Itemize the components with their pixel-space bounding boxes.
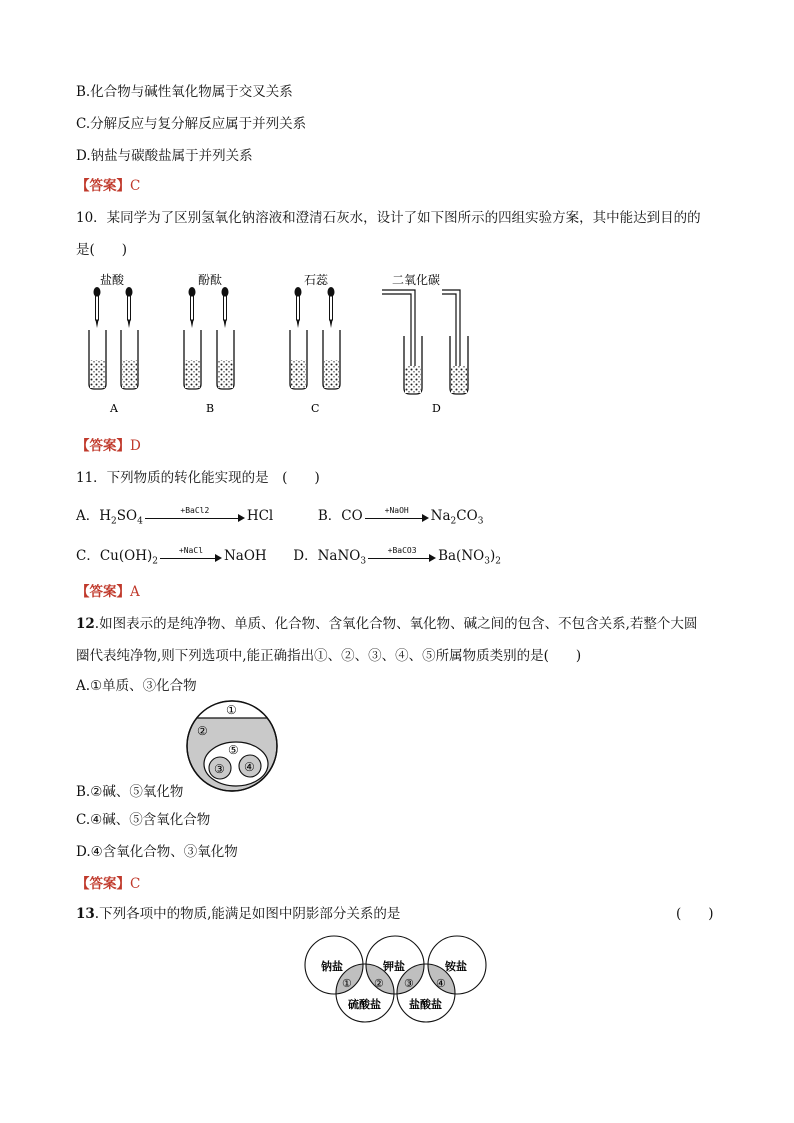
q9-option-d: D.钠盐与碳酸盐属于并列关系 [76,148,253,164]
q12-stem-line2: 圈代表纯净物,则下列选项中,能正确指出①、②、③、④、⑤所属物质类别的是( ) [76,648,582,664]
q9-option-c: C.分解反应与复分解反应属于并列关系 [76,116,307,132]
q10-experiment-figure [70,268,490,418]
region-3: ③ [214,762,225,776]
group-c [290,272,340,415]
q11-option-d: D．NaNO$_3$ +BaCO3 $Ba(NO_3)_2$ [293,545,501,567]
region-3: ③ [404,977,414,990]
q12-option-a: A.①单质、③化合物 [76,678,197,694]
answer-value: C [130,876,141,892]
q12-stem-line1: 12.如图表示的是纯净物、单质、化合物、含氧化合物、氧化物、碱之间的包含、不包含关系,若整个大圆 [76,616,698,632]
group-a [89,272,138,415]
label-sulfate: 硫酸盐 [348,998,381,1011]
label-potassium-salt: 钾盐 [383,960,405,973]
answer-label: 【答案】 [76,876,130,892]
q13-bracket: ( ) [676,906,714,922]
reagent-label-c: 石蕊 [304,273,329,287]
label-sodium-salt: 钠盐 [321,960,343,973]
q11-option-b: B．CO +NaOH $Na_2CO_3$ [317,505,484,527]
test-tube [217,330,234,389]
test-tube [404,336,422,394]
region-4: ④ [436,977,446,990]
q11-answer [76,582,140,602]
reaction-arrow: +BaCl2 [145,510,245,524]
test-tube [121,330,138,389]
reagent-label-d: 二氧化碳 [392,273,441,287]
reagent-label-a: 盐酸 [100,273,125,287]
q10-stem-line1: 10．某同学为了区别氢氧化钠溶液和澄清石灰水，设计了如下图所示的四组实验方案，其中能达到目的的 [76,210,701,226]
reaction-arrow: +BaCO3 [368,550,436,564]
q10-answer [76,436,141,456]
answer-label: 【答案】 [76,178,130,194]
q11-stem: 11．下列物质的转化能实现的是 ( ) [76,470,320,486]
q11-option-c: C．$Cu(OH)_2$ +NaCl NaOH [76,545,267,567]
test-tube [184,330,201,389]
dropper [189,287,196,328]
dropper [328,287,335,328]
q10-stem-line2: 是( ) [76,242,128,258]
label-c: C [311,402,320,415]
region-1: ① [226,703,237,717]
dropper [295,287,302,328]
test-tube [89,330,106,389]
q12-option-c: C.④碱、⑤含氧化合物 [76,812,211,828]
region-4: ④ [244,760,255,774]
q11-option-a: A．$H_2SO_4$ +BaCl2 HCl [76,505,274,527]
region-2: ② [197,724,208,738]
answer-value: A [130,584,140,600]
reaction-arrow: +NaCl [160,550,222,564]
region-5: ⑤ [228,743,239,757]
answer-value: D [130,438,141,454]
label-ammonium-salt: 铵盐 [445,960,467,973]
q9-answer [76,176,140,196]
test-tube [323,330,340,389]
q9-option-b: B.化合物与碱性氧化物属于交叉关系 [76,84,293,100]
test-tube [450,336,468,394]
region-2: ② [374,977,384,990]
q11-options-ab [76,506,483,532]
group-d [382,272,468,415]
test-tube [290,330,307,389]
region-1: ① [342,977,352,990]
label-d: D [432,402,441,415]
q12-answer [76,874,140,894]
answer-label: 【答案】 [76,438,130,454]
dropper [222,287,229,328]
q12-option-d: D.④含氧化合物、③氧化物 [76,844,238,860]
answer-value: C [130,178,141,194]
label-a: A [110,402,118,415]
dropper [126,287,133,328]
dropper [94,287,101,328]
q13-stem: 13.下列各项中的物质,能满足如图中阴影部分关系的是 [76,906,401,922]
q11-options-cd [76,546,501,572]
q13-venn-figure [304,932,494,1026]
label-chloride: 盐酸盐 [409,998,442,1011]
reagent-label-b: 酚酞 [198,273,223,287]
q12-venn-figure [184,698,284,794]
label-b: B [206,402,215,415]
group-b [184,272,234,415]
q12-option-b: B.②碱、⑤氧化物 [76,784,184,800]
answer-label: 【答案】 [76,584,130,600]
reaction-arrow: +NaOH [365,510,429,524]
